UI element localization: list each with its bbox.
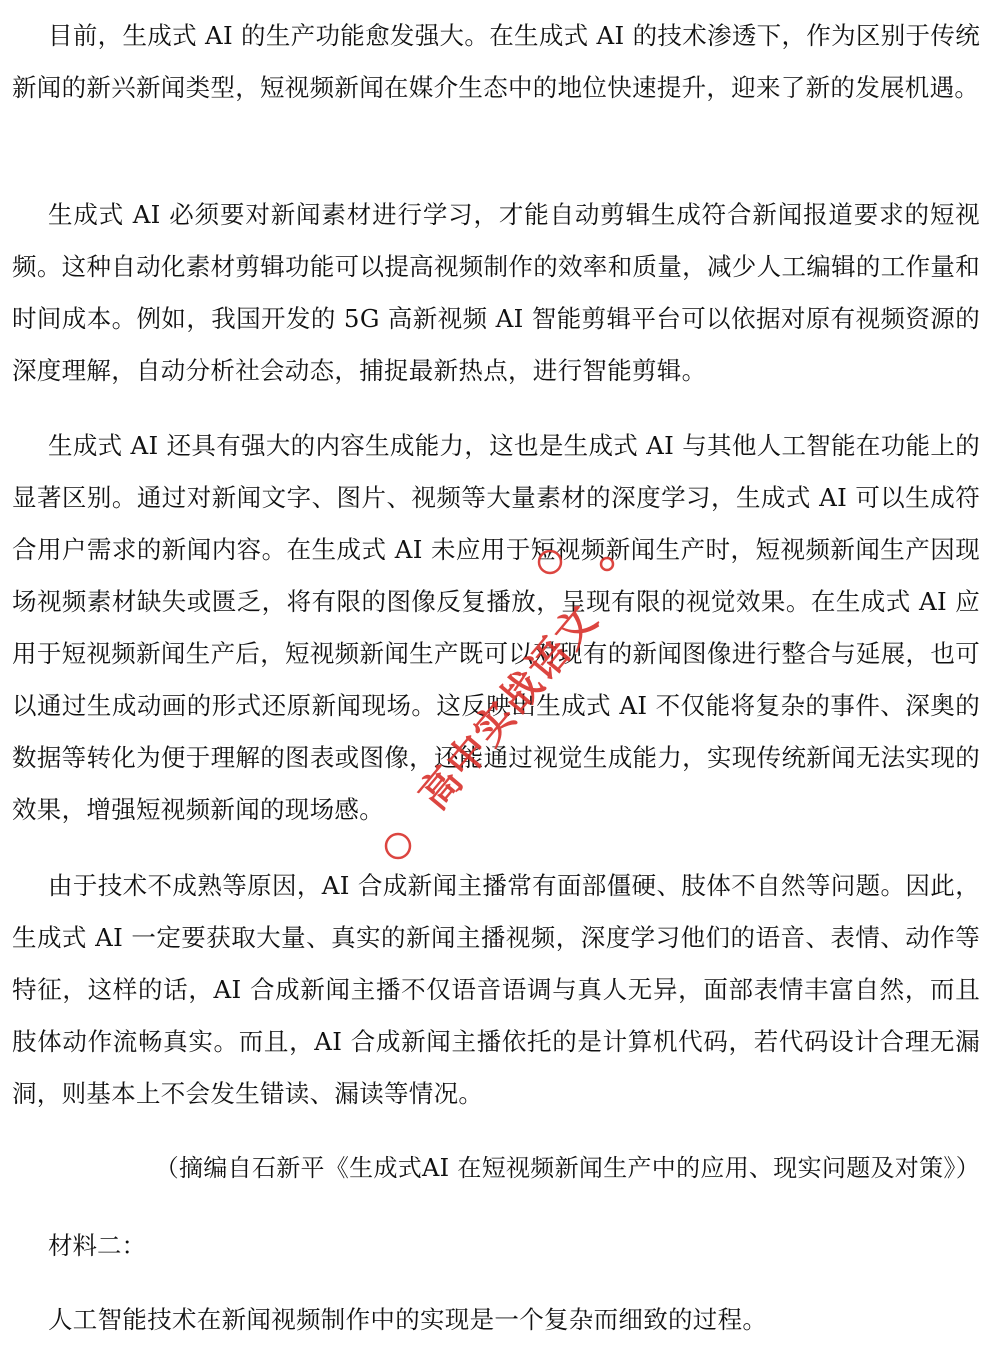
- material-two-label: 材料二：: [48, 1231, 146, 1260]
- paragraph-1: 目前，生成式 AI 的生产功能愈发强大。在生成式 AI 的技术渗透下，作为区别于传统新闻的新兴新闻类型，短视频新闻在媒介生态中的地位快速提升，迎来了新的发展机遇。: [12, 21, 980, 102]
- paragraph-2: 生成式 AI 必须要对新闻素材进行学习，才能自动剪辑生成符合新闻报道要求的短视频。这种自动化素材剪辑功能可以提高视频制作的效率和质量，减少人工编辑的工作量和时间成本。例如，我国开发的 5G 高新视频 AI 智能剪辑平台可以依据对原有视频资源的深度理解，自动分析社会动态，捕捉最新热点，进行智能剪辑。: [12, 200, 980, 385]
- stamp-text: 高中实战语文: [410, 596, 608, 819]
- paragraph-5: 人工智能技术在新闻视频制作中的实现是一个复杂而细致的过程。: [48, 1305, 768, 1334]
- source-citation: （摘编自石新平《生成式AI 在短视频新闻生产中的应用、现实问题及对策》）: [154, 1154, 980, 1182]
- paragraph-3: 生成式 AI 还具有强大的内容生成能力，这也是生成式 AI 与其他人工智能在功能上的显著区别。通过对新闻文字、图片、视频等大量素材的深度学习，生成式 AI 可以生成符合用户需求的新闻内容。在生成式 AI 未应用于短视频新闻生产时，短视频新闻生产因现场视频素材缺失或匮乏，将有限的图像反复播放，呈现有限的视觉效果。在生成式 AI 应用于短视频新闻生产后，短视频新闻生产既可以对现有的新闻图像进行整合与延展，也可以通过生成动画的形式还原新闻现场。这反映出生成式 AI 不仅能将复杂的事件、深奥的数据等转化为便于理解的图表或图像，还能通过视觉生成能力，实现传统新闻无法实现的效果，增强短视频新闻的现场感。: [12, 431, 980, 824]
- paragraph-4: 由于技术不成熟等原因，AI 合成新闻主播常有面部僵硬、肢体不自然等问题。因此，生成式 AI 一定要获取大量、真实的新闻主播视频，深度学习他们的语音、表情、动作等特征，这样的话，AI 合成新闻主播不仅语音语调与真人无异，面部表情丰富自然，而且肢体动作流畅真实。而且，AI 合成新闻主播依托的是计算机代码，若代码设计合理无漏洞，则基本上不会发生错读、漏读等情况。: [12, 871, 980, 1108]
- stamp-small-circle: [386, 834, 410, 858]
